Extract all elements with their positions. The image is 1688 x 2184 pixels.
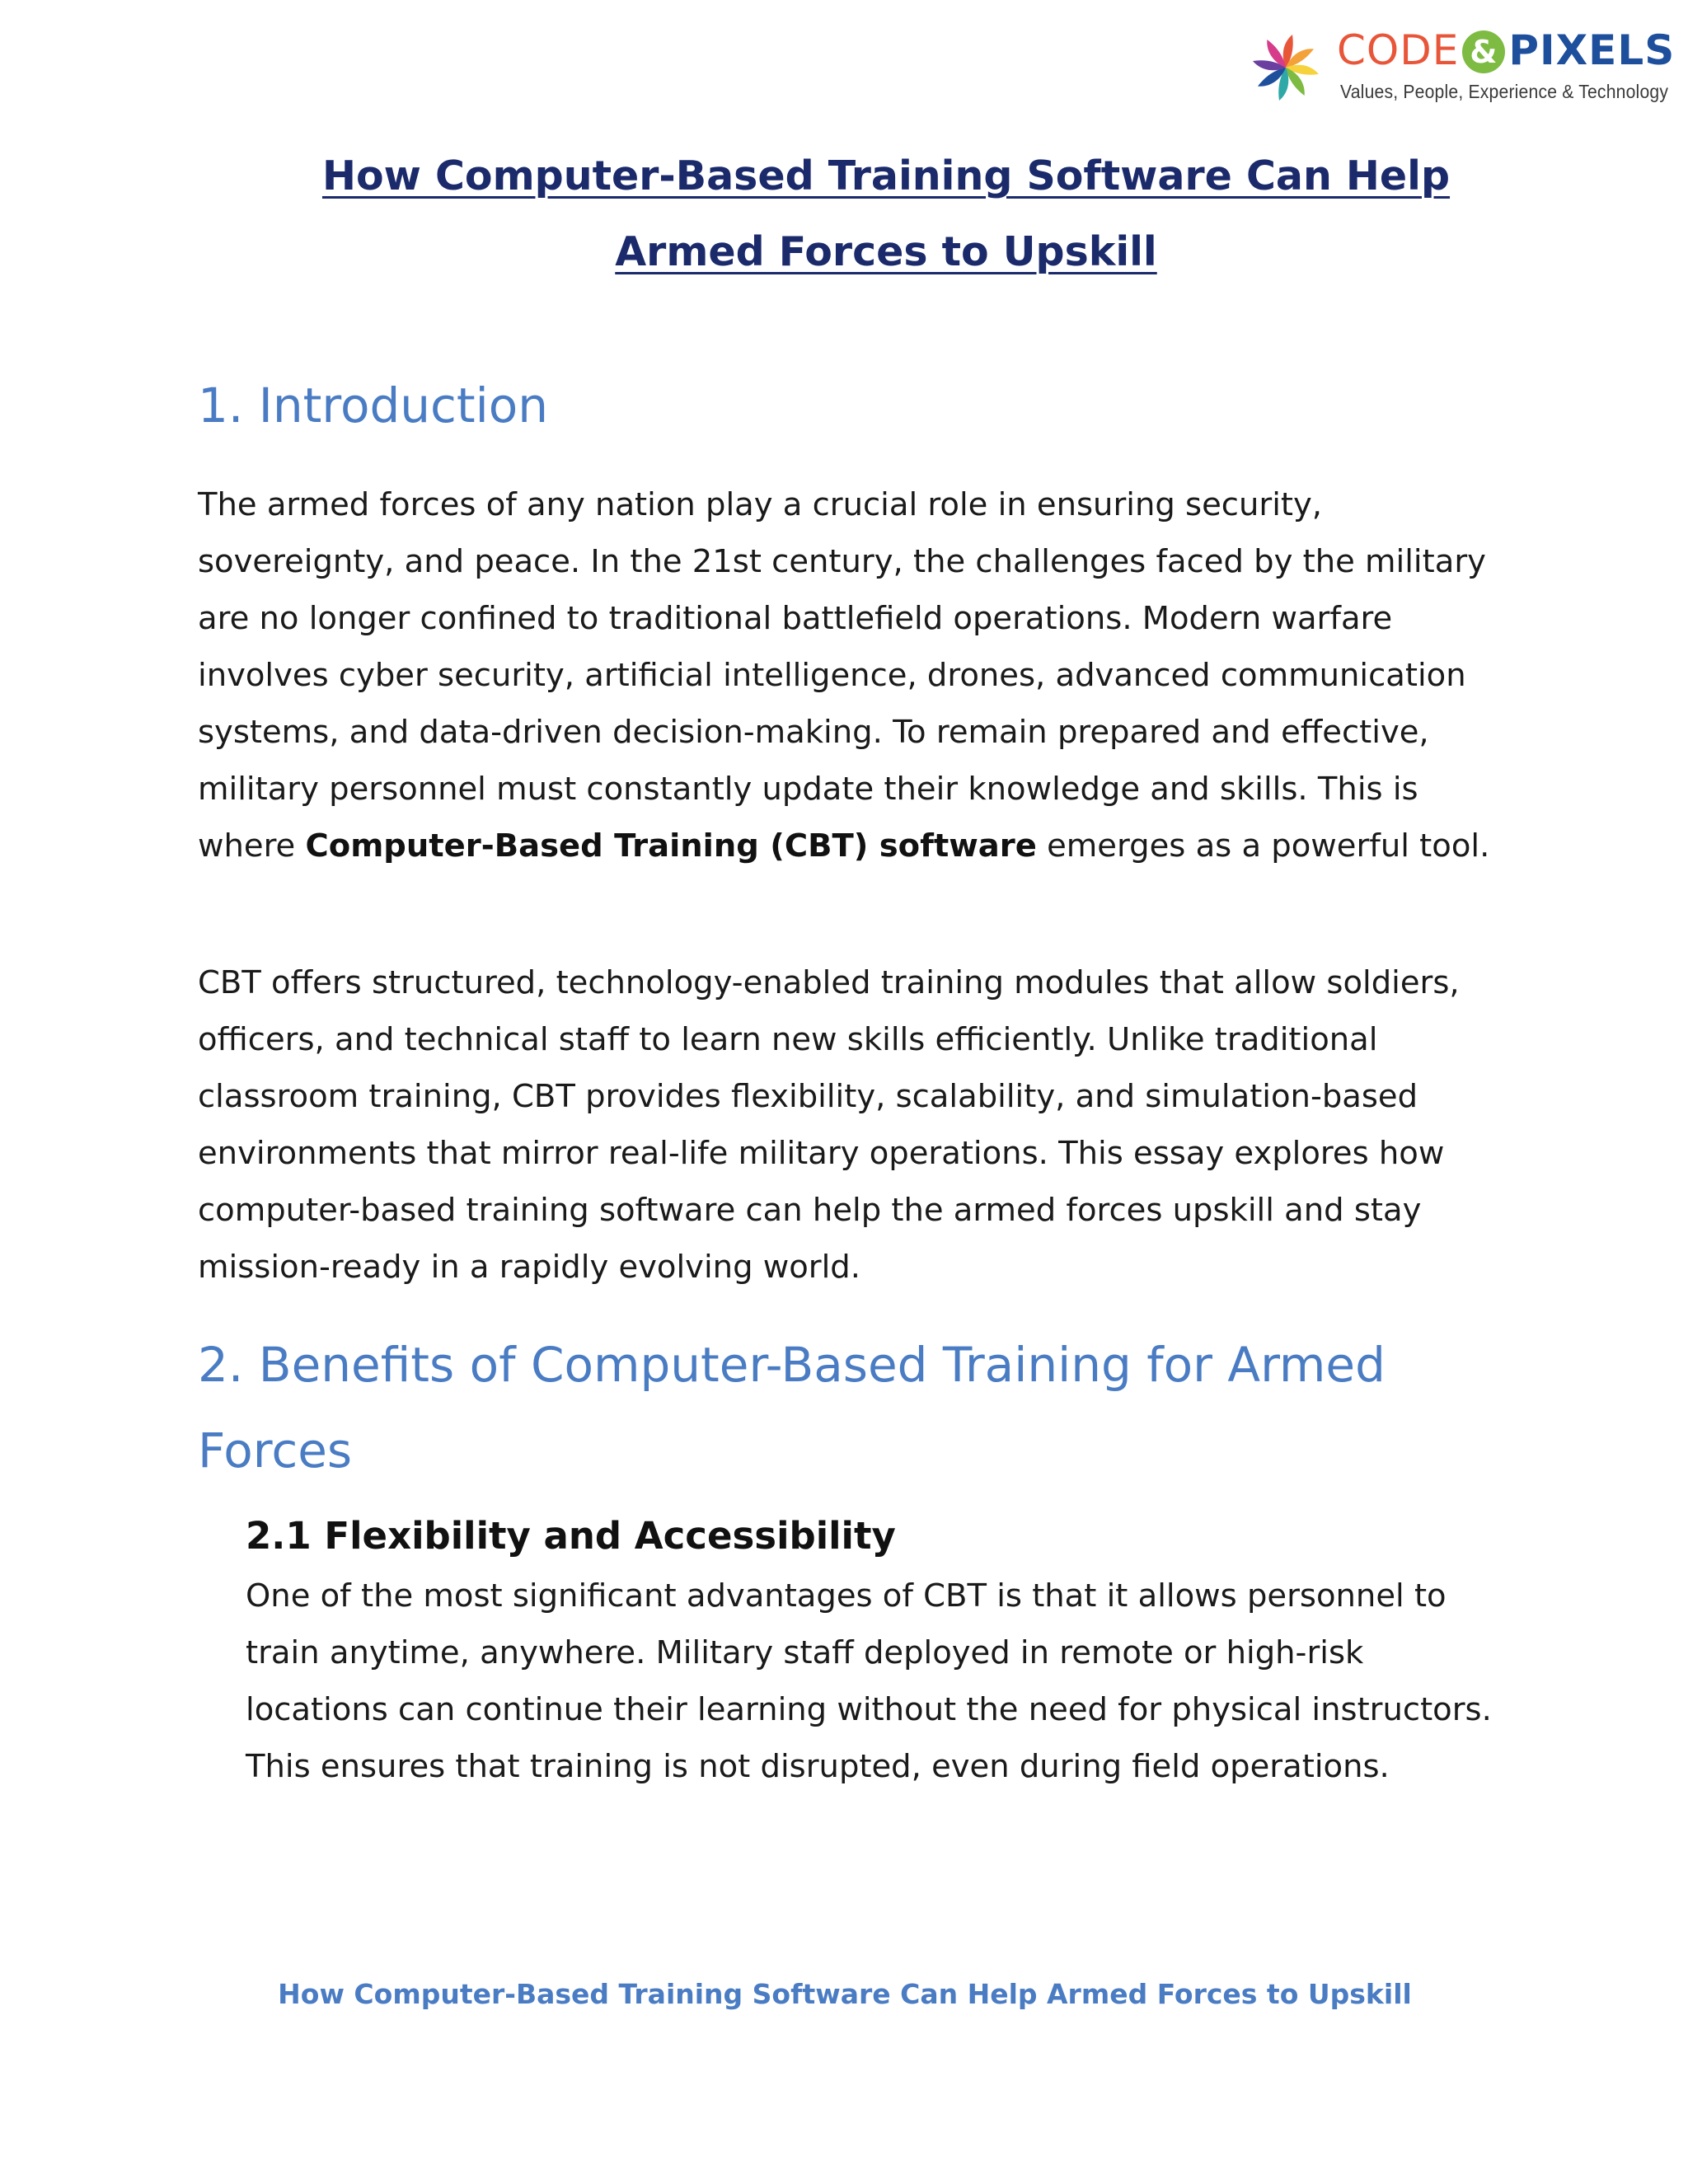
intro-paragraph-1	[198, 476, 1500, 874]
intro-paragraph-1-ending: emerges as a powerful tool.	[1036, 827, 1490, 865]
intro-paragraph-2: CBT offers structured, technology-enabled training modules that allow soldiers, officers, and technical staff to learn new skills efficiently. Unlike traditional classroom training, CBT provides flexibility, scalability, and simulation-based environments that mirror real-life military operations. This essay explores how computer-based training software can help the armed forces upskill and stay mission-ready in a rapidly evolving world.	[198, 964, 1460, 1286]
brand-name-code: CODE	[1337, 26, 1460, 74]
pinwheel-logo-icon	[1245, 26, 1327, 109]
brand-wordmark	[1337, 26, 1675, 74]
intro-paragraph-1-text: The armed forces of any nation play a crucial role in ensuring security, sovereignty, and peace. In the 21st century, the challenges faced by the military are no longer confined to traditional battlefield operations. Modern warfare involves cyber security, artificial intelligence, drones, advanced communication systems, and data-driven decision-making. To remain prepared and effective, military personnel must constantly update their knowledge and skills. This is where	[198, 486, 1486, 865]
document-title	[198, 138, 1574, 290]
brand-logo	[1245, 23, 1676, 114]
brand-ampersand: &	[1462, 30, 1505, 73]
section-heading-benefits: 2. Benefits of Computer-Based Training for Armed Forces	[198, 1337, 1386, 1479]
brand-tagline: Values, People, Experience & Technology	[1340, 81, 1669, 102]
page-footer: How Computer-Based Training Software Can Help Armed Forces to Upskill	[278, 1978, 1412, 2010]
subsection-heading-flexibility: 2.1 Flexibility and Accessibility	[246, 1514, 896, 1558]
section-heading-introduction: 1. Introduction	[198, 377, 549, 434]
document-title-line-1: How Computer-Based Training Software Can Help	[321, 152, 1451, 199]
flexibility-paragraph: One of the most significant advantages of CBT is that it allows personnel to train anytime, anywhere. Military staff deployed in remote or high-risk locations can continue their learning without the need for physical instructors. This ensures that training is not disrupted, even during field operations.	[246, 1577, 1492, 1785]
document-title-line-2: Armed Forces to Upskill	[615, 228, 1157, 275]
brand-name-pixels: PIXELS	[1508, 26, 1676, 74]
cbt-software-emphasis: Computer-Based Training (CBT) software	[305, 827, 1037, 865]
